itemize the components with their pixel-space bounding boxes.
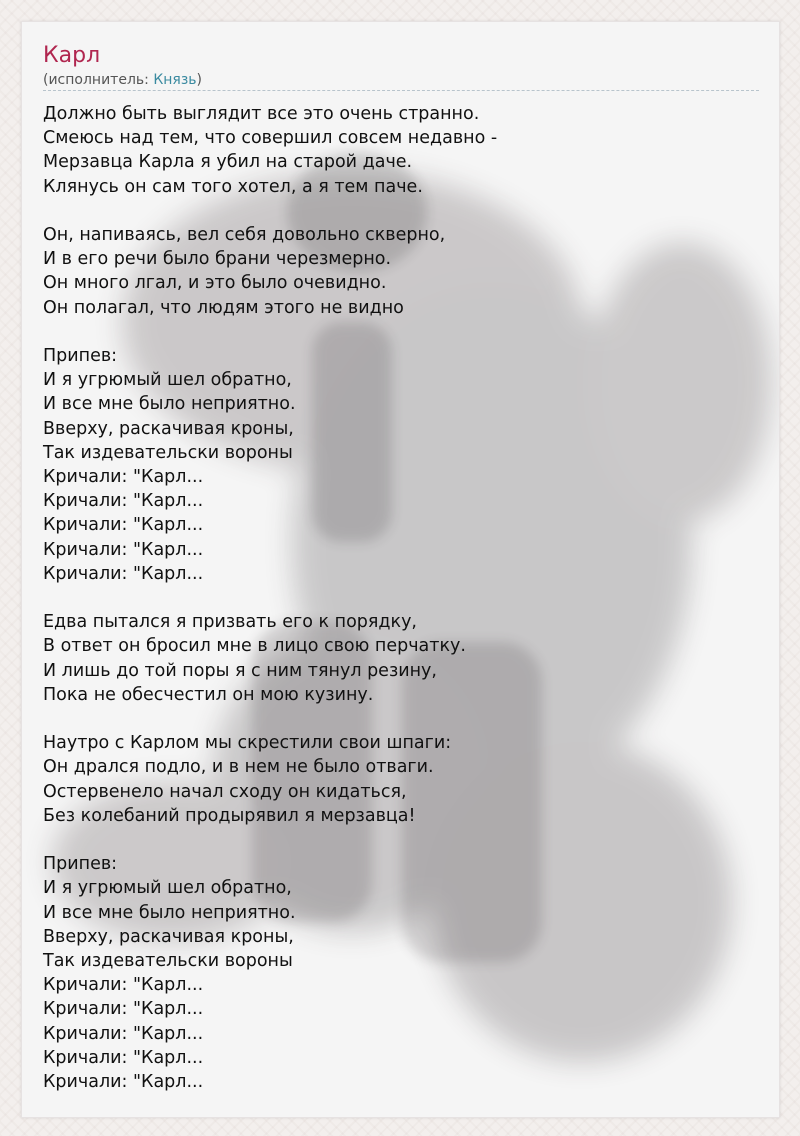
lyrics-line: Смеюсь над тем, что совершил совсем недавно -: [43, 128, 498, 149]
lyrics-stanza: [43, 223, 759, 320]
lyrics-line: Кричали: "Карл...: [43, 1072, 204, 1093]
title-divider: [43, 90, 759, 91]
lyrics-stanza: [43, 610, 759, 707]
lyrics-line: Он полагал, что людям этого не видно: [43, 297, 404, 318]
lyrics-line: Так издевательски вороны: [43, 951, 293, 972]
lyrics-stanza: [43, 731, 759, 828]
lyrics-line: Припев:: [43, 346, 118, 366]
lyrics-line: И все мне было неприятно.: [43, 902, 296, 923]
lyrics-line: Кричали: "Карл...: [43, 467, 204, 488]
lyrics-line: Наутро с Карлом мы скрестили свои шпаги:: [43, 733, 452, 754]
artist-suffix: ): [196, 72, 202, 88]
lyrics-line: Он дрался подло, и в нем не было отваги.: [43, 757, 434, 778]
lyrics-card: [21, 21, 780, 1118]
lyrics-line: Вверху, раскачивая кроны,: [43, 418, 294, 439]
lyrics-line: Клянусь он сам того хотел, а я тем паче.: [43, 176, 423, 197]
lyrics-line: Едва пытался я призвать его к порядку,: [43, 612, 417, 633]
lyrics-line: Кричали: "Карл...: [43, 491, 204, 512]
lyrics-line: Вверху, раскачивая кроны,: [43, 926, 294, 947]
lyrics-line: И лишь до той поры я с ним тянул резину,: [43, 660, 437, 681]
lyrics-line: Кричали: "Карл...: [43, 975, 204, 996]
lyrics-line: Так издевательски вороны: [43, 442, 293, 463]
lyrics-line: Кричали: "Карл...: [43, 563, 204, 584]
lyrics-line: Он, напиваясь, вел себя довольно скверно,: [43, 225, 446, 245]
lyrics-line: Кричали: "Карл...: [43, 999, 204, 1020]
lyrics-line: Остервенело начал сходу он кидаться,: [43, 781, 407, 802]
lyrics-line: В ответ он бросил мне в лицо свою перчатку.: [43, 636, 466, 657]
lyrics-stanza: [43, 102, 759, 199]
lyrics-line: Кричали: "Карл...: [43, 1023, 204, 1044]
lyrics-stanza: [43, 344, 759, 586]
artist-link[interactable]: Князь: [153, 72, 197, 88]
lyrics-body: [43, 102, 759, 1094]
song-title: Карл: [43, 43, 101, 68]
artist-prefix: (исполнитель:: [43, 72, 154, 88]
artist-line: [43, 71, 759, 89]
lyrics-line: Без колебаний продырявил я мерзавца!: [43, 805, 416, 826]
lyrics-line: Он много лгал, и это было очевидно.: [43, 273, 387, 294]
lyrics-line: Припев:: [43, 854, 118, 875]
lyrics-line: Должно быть выглядит все это очень странно.: [43, 104, 480, 124]
lyrics-line: Мерзавца Карла я убил на старой даче.: [43, 152, 413, 173]
lyrics-line: И я угрюмый шел обратно,: [43, 370, 292, 391]
lyrics-line: Кричали: "Карл...: [43, 539, 204, 560]
lyrics-line: Кричали: "Карл...: [43, 515, 204, 536]
lyrics-line: И в его речи было брани черезмерно.: [43, 249, 392, 270]
lyrics-line: И все мне было неприятно.: [43, 394, 296, 415]
lyrics-line: И я угрюмый шел обратно,: [43, 878, 292, 899]
lyrics-line: Кричали: "Карл...: [43, 1047, 204, 1068]
lyrics-line: Пока не обесчестил он мою кузину.: [43, 684, 374, 705]
song-content: [43, 41, 759, 1118]
lyrics-stanza: [43, 852, 759, 1094]
